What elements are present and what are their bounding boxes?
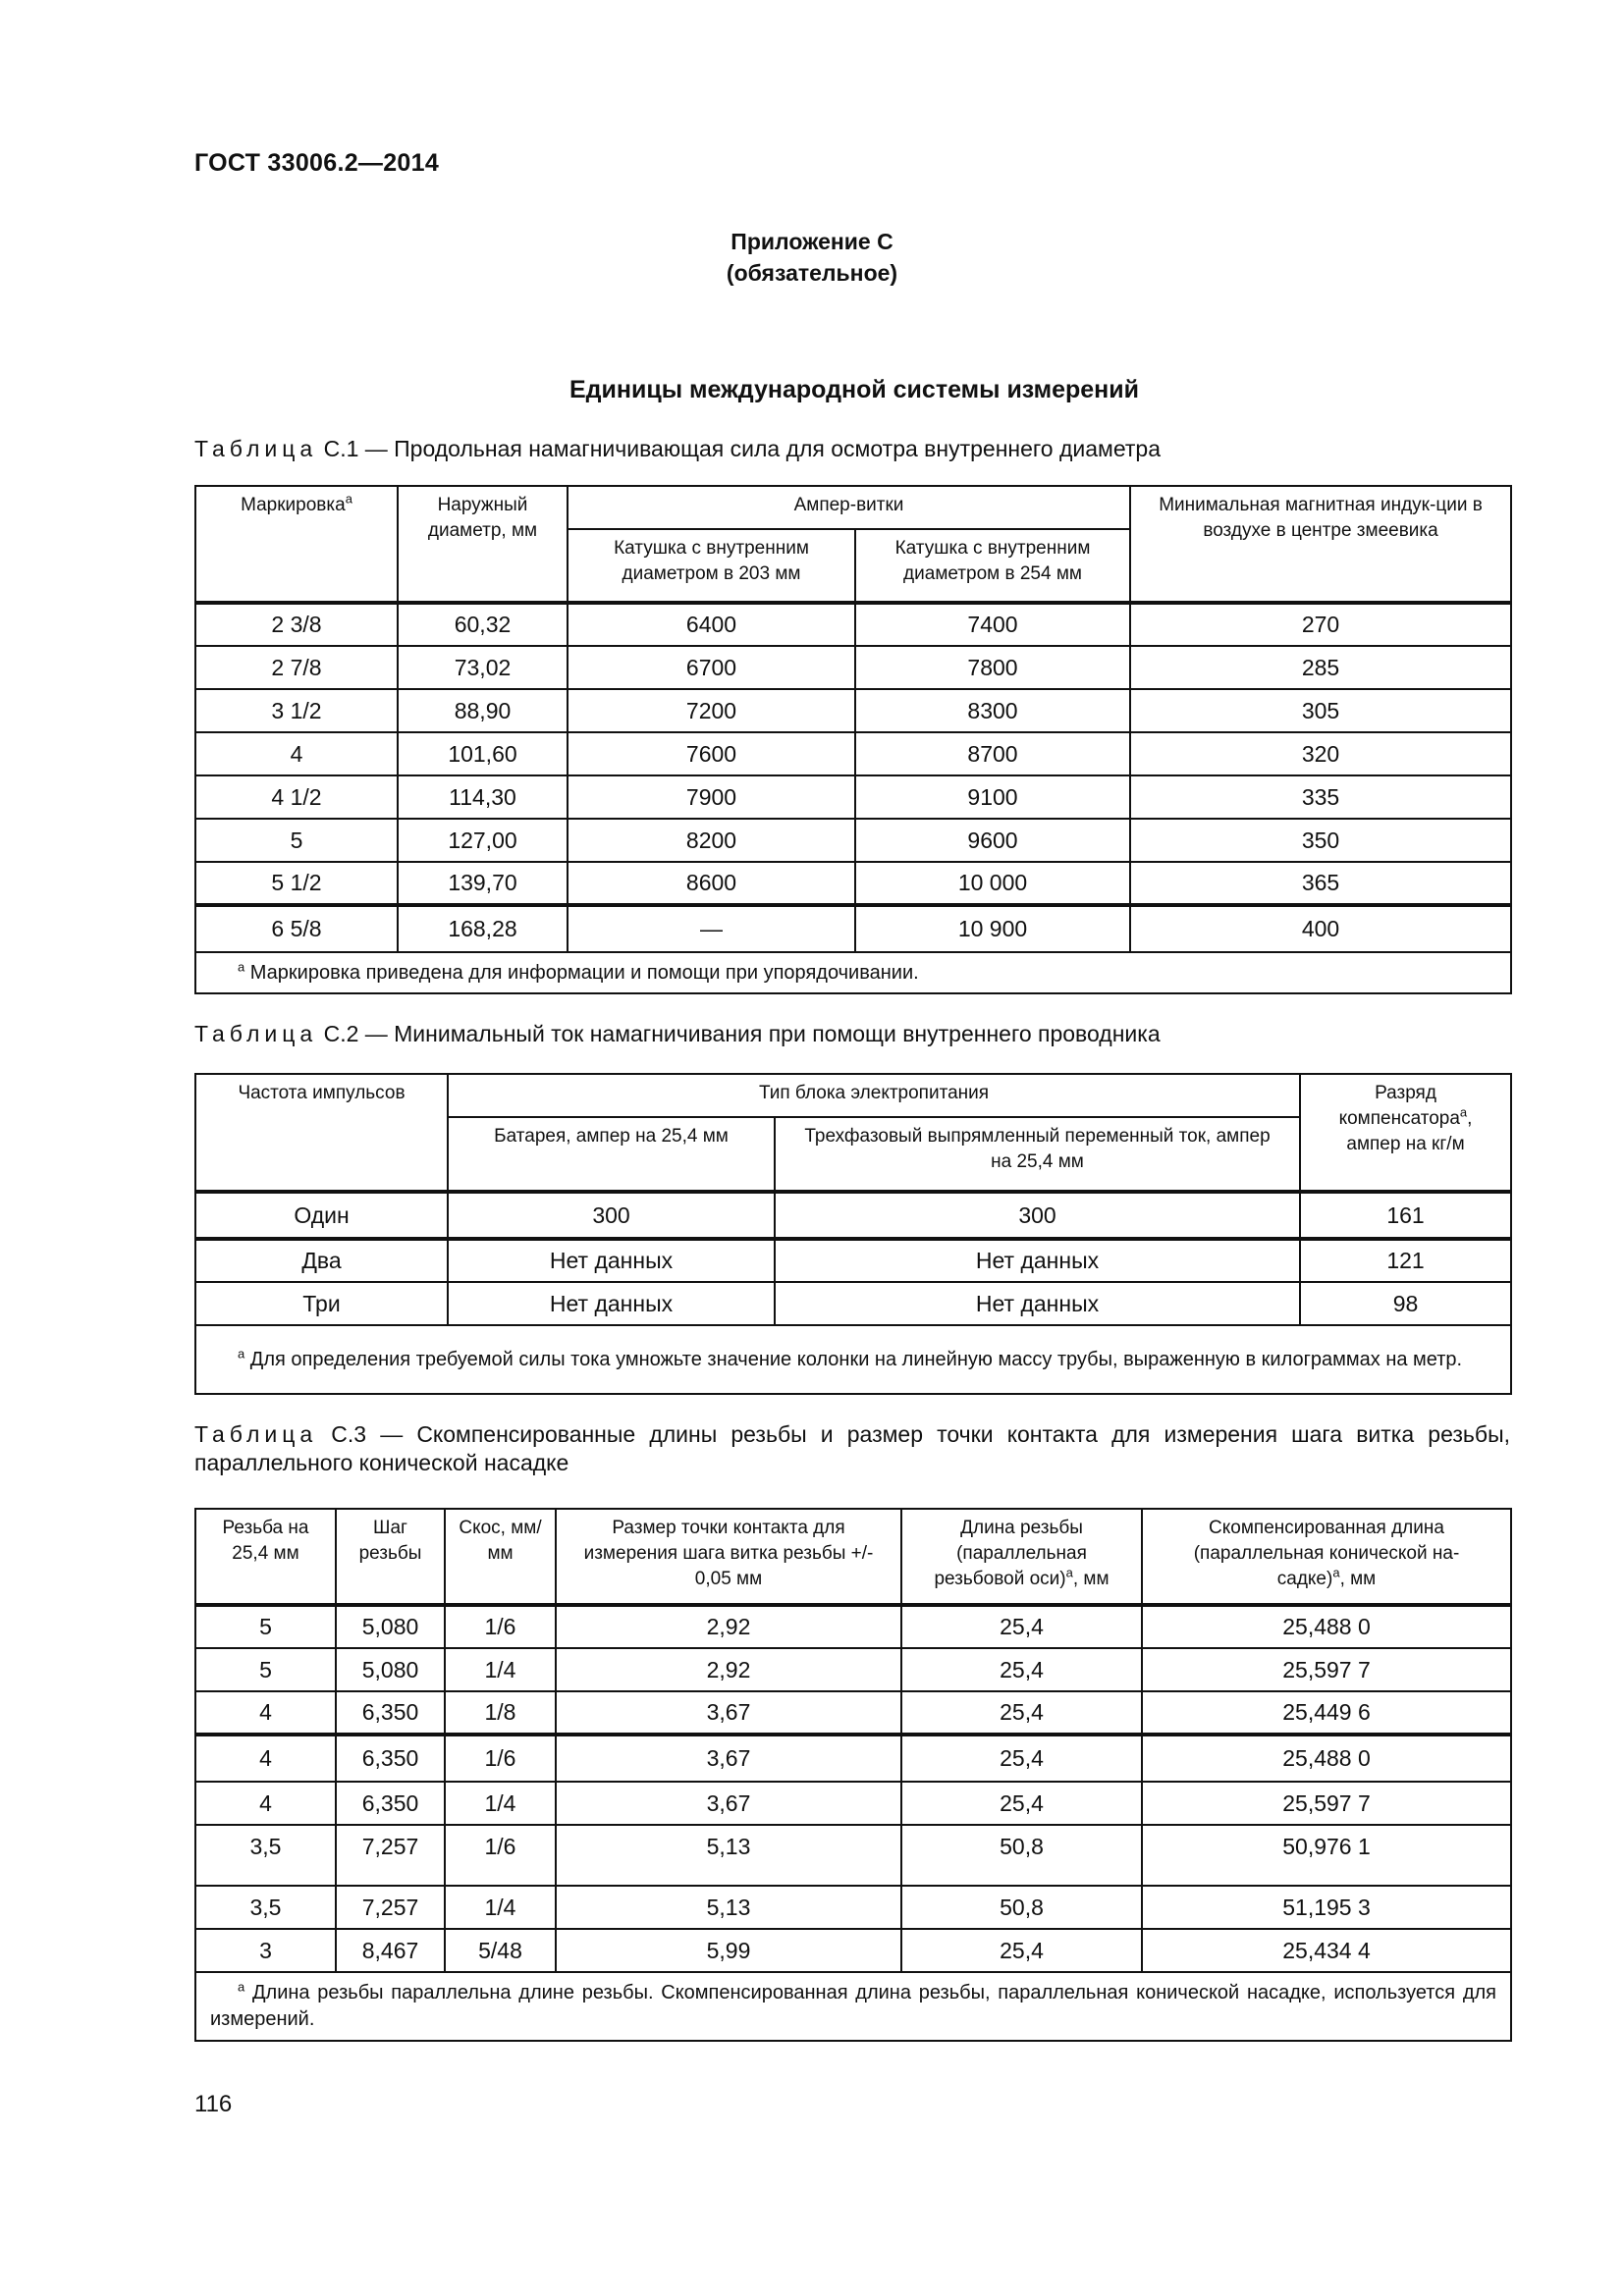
table-cell: 4	[195, 1735, 336, 1782]
table-cell: 50,976 1	[1142, 1825, 1511, 1886]
table-cell: 5	[195, 819, 398, 862]
table-cell: 25,4	[901, 1605, 1142, 1648]
table-cell: 101,60	[398, 732, 568, 775]
table-c1-caption	[194, 435, 1510, 463]
table-cell: 5,99	[556, 1929, 901, 1972]
table-cell: 4	[195, 1691, 336, 1735]
table-cell: 1/6	[445, 1825, 556, 1886]
table-cell: 50,8	[901, 1886, 1142, 1929]
table-cell: 3,5	[195, 1886, 336, 1929]
table-cell: 10 900	[855, 905, 1130, 952]
t2-header-battery: Батарея, ампер на 25,4 мм	[448, 1117, 775, 1192]
table-cell: 10 000	[855, 862, 1130, 905]
table-cell: 7,257	[336, 1825, 445, 1886]
appendix-status: (обязательное)	[726, 260, 898, 286]
table-cell: Два	[195, 1239, 448, 1282]
table-cell: 6,350	[336, 1782, 445, 1825]
table-row	[195, 1605, 1511, 1648]
table-c1	[194, 485, 1512, 994]
t3-header-thread-per: Резьба на 25,4 мм	[195, 1509, 336, 1605]
t3-header-compensated-length: Скомпенсированная длина (параллельная конической на-садке)$^а$, мм	[1142, 1509, 1511, 1605]
table-cell: 8200	[568, 819, 855, 862]
table-cell: 127,00	[398, 819, 568, 862]
table-cell: 3,67	[556, 1735, 901, 1782]
table-cell: 8600	[568, 862, 855, 905]
table-note-row	[195, 952, 1511, 993]
table-cell: 350	[1130, 819, 1511, 862]
table-cell: Нет данных	[448, 1282, 775, 1325]
table-c3	[194, 1508, 1512, 2042]
table-cell: 25,4	[901, 1691, 1142, 1735]
table-c3-caption-text: С.3 — Скомпенсированные длины резьбы и размер точки контакта для измерения шага витка резьбы, параллельного конической насадке	[194, 1421, 1510, 1475]
table-row	[195, 1782, 1511, 1825]
table-cell: 7200	[568, 689, 855, 732]
table-cell: Нет данных	[448, 1239, 775, 1282]
table-cell: 320	[1130, 732, 1511, 775]
t1-header-ampere-turns: Ампер-витки	[568, 486, 1130, 529]
table-c2	[194, 1073, 1512, 1395]
t3-header-pitch: Шаг резьбы	[336, 1509, 445, 1605]
table-cell: 305	[1130, 689, 1511, 732]
table-cell: 9600	[855, 819, 1130, 862]
table-row	[195, 775, 1511, 819]
table-cell: 25,4	[901, 1735, 1142, 1782]
table-cell: 25,597 7	[1142, 1648, 1511, 1691]
table-c1-caption-text: С.1 — Продольная намагничивающая сила для осмотра внутреннего диаметра	[317, 436, 1161, 461]
table-cell: 8,467	[336, 1929, 445, 1972]
table-row	[195, 1648, 1511, 1691]
table-row	[195, 1691, 1511, 1735]
table-cell: 161	[1300, 1192, 1511, 1239]
table-cell: 4	[195, 732, 398, 775]
t1-header-coil-203: Катушка с внутренним диаметром в 203 мм	[568, 529, 855, 603]
table-cell: 270	[1130, 603, 1511, 646]
page-number: 116	[194, 2091, 233, 2117]
t1-header-coil-254: Катушка с внутренним диаметром в 254 мм	[855, 529, 1130, 603]
table-row	[195, 1735, 1511, 1782]
table-row	[195, 905, 1511, 952]
table-cell: 25,597 7	[1142, 1782, 1511, 1825]
table-cell: 3,5	[195, 1825, 336, 1886]
table-cell: 25,488 0	[1142, 1605, 1511, 1648]
table-cell: 6 5/8	[195, 905, 398, 952]
table-cell: 50,8	[901, 1825, 1142, 1886]
table-cell: 3	[195, 1929, 336, 1972]
table-row	[195, 1825, 1511, 1886]
table-cell: 1/6	[445, 1735, 556, 1782]
table-cell: 114,30	[398, 775, 568, 819]
table-cell: 51,195 3	[1142, 1886, 1511, 1929]
table-cell: 6,350	[336, 1735, 445, 1782]
t3-header-taper: Скос, мм/мм	[445, 1509, 556, 1605]
table-cell: 88,90	[398, 689, 568, 732]
table-cell: 2 3/8	[195, 603, 398, 646]
table-cell: Три	[195, 1282, 448, 1325]
table-cell: —	[568, 905, 855, 952]
table-cell: 60,32	[398, 603, 568, 646]
table-cell: 98	[1300, 1282, 1511, 1325]
t1-header-outer-diameter: Наружный диаметр, мм	[398, 486, 568, 603]
table-cell: 5 1/2	[195, 862, 398, 905]
table-cell: 1/4	[445, 1648, 556, 1691]
table-cell: 400	[1130, 905, 1511, 952]
table-cell: 8700	[855, 732, 1130, 775]
table-cell: 25,4	[901, 1782, 1142, 1825]
table-cell: 5/48	[445, 1929, 556, 1972]
table-cell: Нет данных	[775, 1239, 1300, 1282]
table-cell: 6400	[568, 603, 855, 646]
table-cell: Нет данных	[775, 1282, 1300, 1325]
table-cell: 285	[1130, 646, 1511, 689]
t3-header-thread-length: Длина резьбы (параллельная резьбовой оси)$^а$, мм	[901, 1509, 1142, 1605]
table-cell: 9100	[855, 775, 1130, 819]
table-row	[195, 1929, 1511, 1972]
table-c1-caption-prefix: Таблица	[194, 436, 318, 461]
table-cell: 300	[448, 1192, 775, 1239]
t2-header-three-phase: Трехфазовый выпрямленный переменный ток, ампер на 25,4 мм	[775, 1117, 1300, 1192]
table-row	[195, 603, 1511, 646]
table-row	[195, 689, 1511, 732]
table-cell: 25,4	[901, 1648, 1142, 1691]
table-c3-caption	[194, 1420, 1510, 1477]
table-cell: 4 1/2	[195, 775, 398, 819]
table-cell: 121	[1300, 1239, 1511, 1282]
section-title: Единицы международной системы измерений	[568, 376, 1140, 403]
table-cell: 7,257	[336, 1886, 445, 1929]
table-row	[195, 819, 1511, 862]
table-cell: 3,67	[556, 1691, 901, 1735]
table-c3-footnote: $^а$ Длина резьбы параллельна длине резьбы. Скомпенсированная длина резьбы, параллельная конической насадке, используется для измерений.	[195, 1972, 1511, 2041]
table-cell: 25,434 4	[1142, 1929, 1511, 1972]
table-cell: 2 7/8	[195, 646, 398, 689]
t2-header-pulse-frequency: Частота импульсов	[195, 1074, 448, 1192]
table-cell: 3 1/2	[195, 689, 398, 732]
table-cell: 8300	[855, 689, 1130, 732]
table-row	[195, 1886, 1511, 1929]
table-cell: 2,92	[556, 1605, 901, 1648]
table-c2-caption	[194, 1020, 1510, 1048]
table-c2-footnote: $^а$ Для определения требуемой силы тока умножьте значение колонки на линейную массу трубы, выраженную в килограммах на метр.	[195, 1325, 1511, 1394]
document-code: ГОСТ 33006.2—2014	[194, 149, 440, 177]
table-cell: 300	[775, 1192, 1300, 1239]
t1-header-min-induction: Минимальная магнитная индук-ции в воздухе в центре змеевика	[1130, 486, 1511, 603]
table-cell: 1/4	[445, 1886, 556, 1929]
table-row	[195, 1282, 1511, 1325]
t3-header-contact-size: Размер точки контакта для измерения шага витка резьбы +/- 0,05 мм	[556, 1509, 901, 1605]
table-cell: 25,449 6	[1142, 1691, 1511, 1735]
table-cell: 7400	[855, 603, 1130, 646]
table-row	[195, 862, 1511, 905]
table-cell: 1/4	[445, 1782, 556, 1825]
table-note-row	[195, 1972, 1511, 2041]
table-c2-caption-text: С.2 — Минимальный ток намагничивания при помощи внутреннего проводника	[317, 1021, 1161, 1046]
table-cell: 4	[195, 1782, 336, 1825]
table-cell: 7900	[568, 775, 855, 819]
table-cell: 25,4	[901, 1929, 1142, 1972]
table-cell: 6,350	[336, 1691, 445, 1735]
t2-header-compensator: Разряд компенсатора$^а$, ампер на кг/м	[1300, 1074, 1511, 1192]
table-cell: 5	[195, 1648, 336, 1691]
table-note-row	[195, 1325, 1511, 1394]
table-c3-caption-prefix: Таблица	[194, 1421, 318, 1447]
table-cell: 5	[195, 1605, 336, 1648]
table-c1-footnote: $^а$ Маркировка приведена для информации и помощи при упорядочивании.	[195, 952, 1511, 993]
table-cell: 365	[1130, 862, 1511, 905]
table-cell: 1/8	[445, 1691, 556, 1735]
table-cell: 335	[1130, 775, 1511, 819]
table-row	[195, 1239, 1511, 1282]
table-cell: 168,28	[398, 905, 568, 952]
appendix-heading	[0, 226, 1624, 289]
table-c2-caption-prefix: Таблица	[194, 1021, 318, 1046]
table-cell: 5,13	[556, 1825, 901, 1886]
appendix-title: Приложение С	[731, 229, 893, 254]
table-cell: 2,92	[556, 1648, 901, 1691]
table-cell: 6700	[568, 646, 855, 689]
t2-header-power-type: Тип блока электропитания	[448, 1074, 1300, 1117]
table-cell: 5,080	[336, 1605, 445, 1648]
table-cell: 1/6	[445, 1605, 556, 1648]
table-cell: 3,67	[556, 1782, 901, 1825]
table-cell: 7600	[568, 732, 855, 775]
t1-header-marking: Маркировка$^а$	[195, 486, 398, 603]
table-cell: 7800	[855, 646, 1130, 689]
table-row	[195, 1192, 1511, 1239]
table-row	[195, 732, 1511, 775]
table-row	[195, 646, 1511, 689]
table-cell: 73,02	[398, 646, 568, 689]
table-cell: 25,488 0	[1142, 1735, 1511, 1782]
table-cell: Один	[195, 1192, 448, 1239]
table-cell: 139,70	[398, 862, 568, 905]
table-cell: 5,080	[336, 1648, 445, 1691]
table-cell: 5,13	[556, 1886, 901, 1929]
